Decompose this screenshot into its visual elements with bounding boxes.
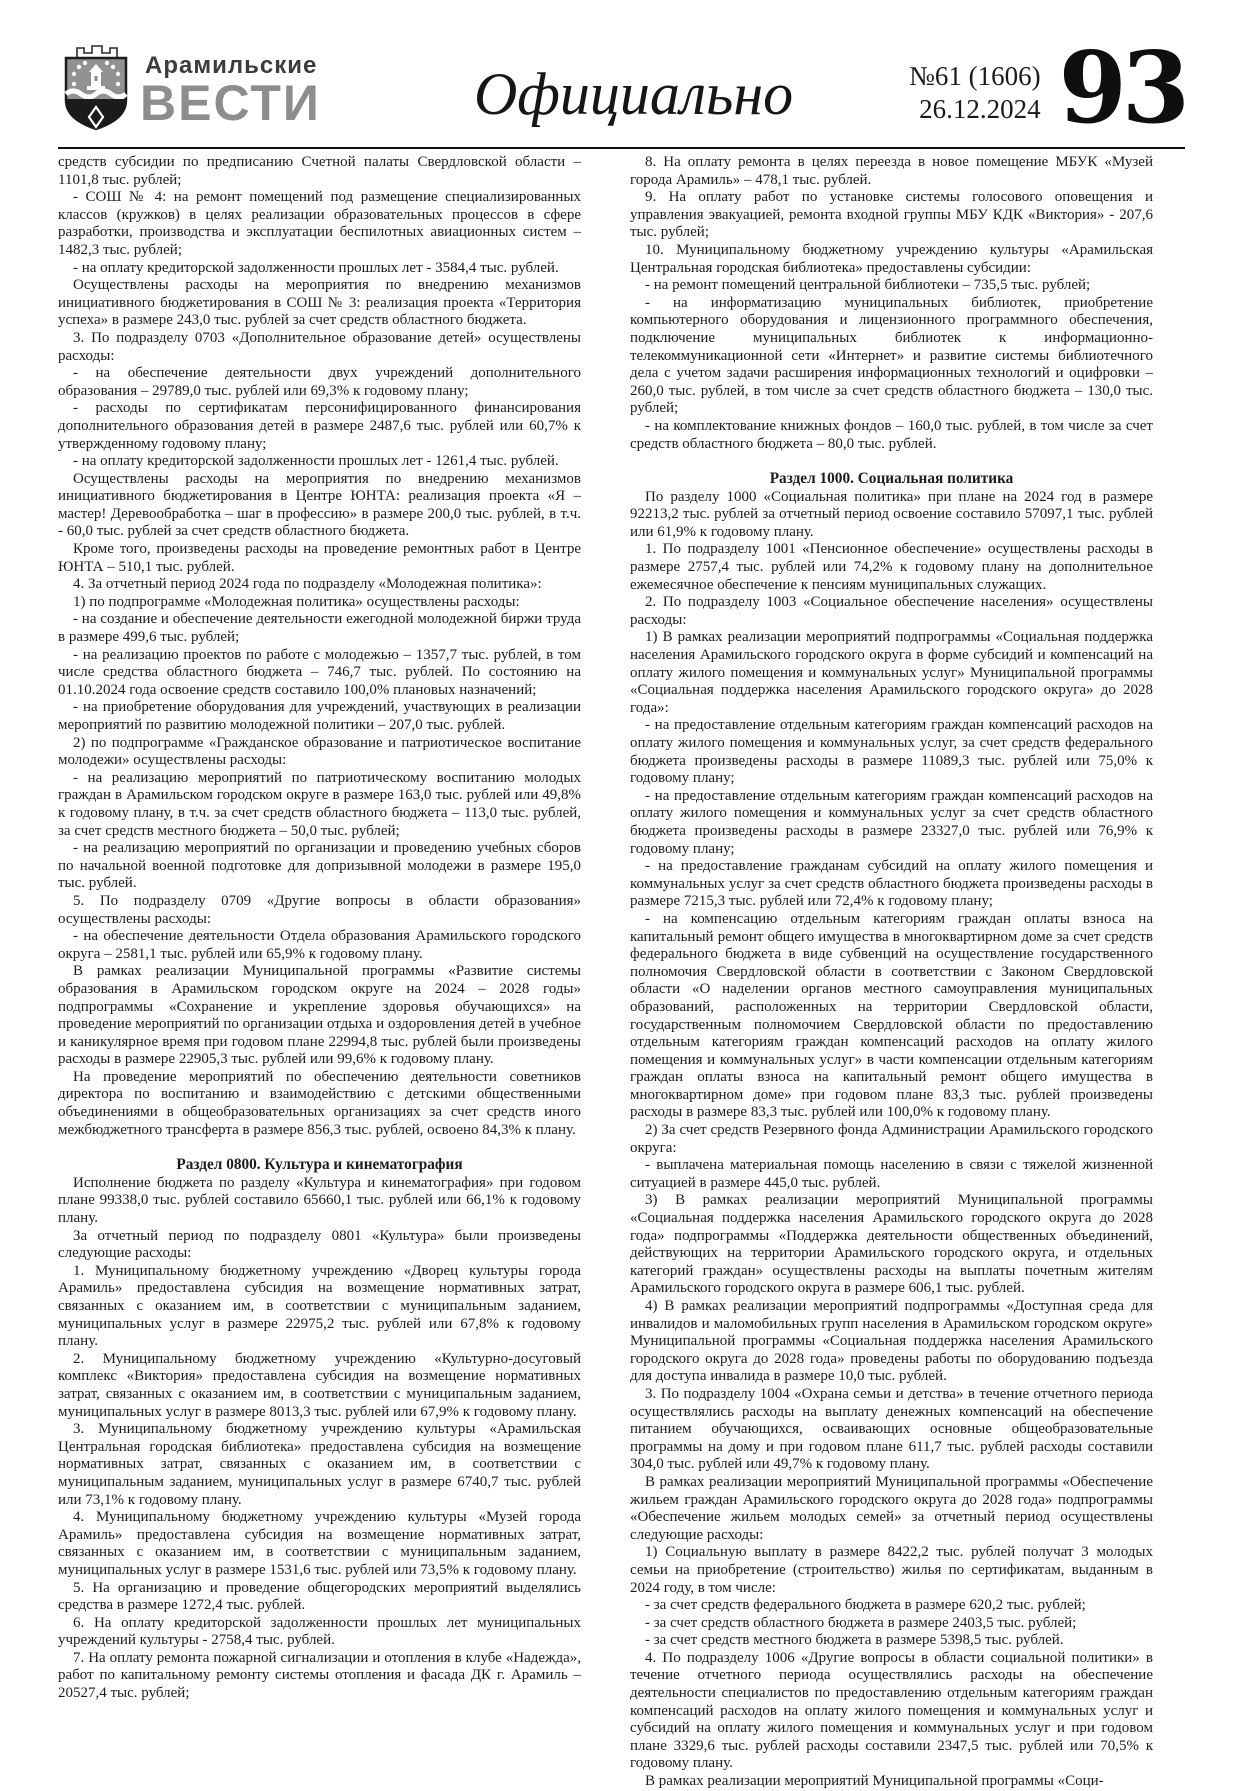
paragraph: 1. Муниципальному бюджетному учреждению «Дворец культуры города Арамиль» предоставлена субсидия на возмещение нормативных затрат, связанных с оказанием им, в соответствии с муниципальным заданием, муниципальных услуг в размере 22975,2 тыс. рублей или 67,8% к годовому плану. bbox=[58, 1262, 581, 1350]
header-divider bbox=[58, 147, 1185, 149]
paragraph: 8. На оплату ремонта в целях переезда в новое помещение МБУК «Музей города Арамиль» – 478,1 тыс. рублей. bbox=[630, 154, 1153, 188]
paragraph: Осуществлены расходы на мероприятия по внедрению механизмов инициативного бюджетирования в Центре ЮНТА: реализация проекта «Я – мастер! Деревообработка – шаг в профессию» в размере 200,0 тыс. рублей, в т.ч. - 60,0 тыс. рублей за счет средств областного бюджета. bbox=[58, 470, 581, 540]
paragraph: 4. За отчетный период 2024 года по подразделу «Молодежная политика»: bbox=[73, 576, 542, 593]
paragraph: - СОШ № 4: на ремонт помещений под размещение специализированных классов (кружков) в целях реализации образовательных процессов в сфере разработки, производства и эксплуатации беспилотных авиационных систем – 1482,3 тыс. рублей; bbox=[58, 189, 581, 258]
paragraph: На проведение мероприятий по обеспечению деятельности советников директора по воспитанию и взаимодействию с детскими общественными объединениями в общеобразовательных организациях за счет средств иного межбюджетного трансферта в размере 856,3 тыс. рублей, освоено 84,3% к плану. bbox=[58, 1068, 581, 1138]
paragraph: По разделу 1000 «Социальная политика» при плане на 2024 год в размере 92213,2 тыс. рублей за отчетный период освоение составило 57097,1 тыс. рублей или 61,9% к годовому плану. bbox=[630, 488, 1153, 540]
paragraph: - расходы по сертификатам персонифицированного финансирования дополнительного образования детей в размере 2487,6 тыс. рублей или 60,7% к утвержденному годовому плану; bbox=[58, 400, 581, 452]
masthead-line1: Арамильские bbox=[145, 52, 318, 79]
paragraph: Исполнение бюджета по разделу «Культура и кинематография» при годовом плане 99338,0 тыс. рублей составило 65660,1 тыс. рублей или 66,1% к годовому плану. bbox=[58, 1174, 581, 1227]
paragraph: - на предоставление отдельным категориям граждан компенсаций расходов на оплату жилого помещения и коммунальных услуг за счет средств областного бюджета произведены расходы в размере 23327,0 тыс. рублей или 76,9% к годовому плану; bbox=[630, 787, 1153, 857]
paragraph: - выплачена материальная помощь населению в связи с тяжелой жизненной ситуацией в размере 445,0 тыс. рублей. bbox=[630, 1157, 1153, 1191]
paragraph: 2. Муниципальному бюджетному учреждению «Культурно-досуговый комплекс «Виктория» предоставлена субсидия на возмещение нормативных затрат, связанных с оказанием им, в соответствии с муниципальным заданием, муниципальных услуг в размере 8013,3 тыс. рублей или 67,9% к годовому плану. bbox=[58, 1350, 581, 1420]
paragraph: - на компенсацию отдельным категориям граждан оплаты взноса на капитальный ремонт общего имущества в многоквартирном доме за счет средств федерального бюджета в виде субвенций на осуществление государственного полномочия Свердловской области в соответствии с Законом Свердловской области «О наделении органов местного самоуправления муниципальных образований, расположенных на территории Свердловской области, государственным полномочием Свердловской области по предоставлению отдельным категориям граждан компенсаций расходов на оплату жилого помещения и коммунальных услуг» в части компенсации отдельным категориям граждан оплаты взноса на капитальный ремонт общего имущества в многоквартирном доме» при годовом плане 83,3 тыс. рублей произведены расходы в размере 83,3 тыс. рублей или 100,0% к годовому плану. bbox=[630, 910, 1153, 1121]
paragraph: 3. По подразделу 0703 «Дополнительное образование детей» осуществлены расходы: bbox=[58, 329, 581, 364]
paragraph: - на предоставление отдельным категориям граждан компенсаций расходов на оплату жилого помещения и коммунальных услуг, за счет средств федерального бюджета произведены расходы в размере 11089,3 тыс. рублей или 75,0% к годовому плану; bbox=[630, 717, 1153, 787]
paragraph: За отчетный период по подразделу 0801 «Культура» были произведены следующие расходы: bbox=[58, 1227, 581, 1262]
section-heading: Раздел 1000. Социальная политика bbox=[769, 470, 1014, 488]
page-header bbox=[58, 31, 1185, 146]
paragraph: 9. На оплату работ по установке системы голосового оповещения и управления эвакуацией, ремонта входной группы МБУ КДК «Виктория» - 207,6 тыс. рублей; bbox=[630, 189, 1153, 241]
issue-number: №61 (1606) bbox=[909, 61, 1041, 91]
paragraph: 5. На организацию и проведение общегородских мероприятий выделялись средства в размере 1272,4 тыс. рублей. bbox=[58, 1579, 581, 1614]
paragraph: 3. По подразделу 1004 «Охрана семьи и детства» в течение отчетного периода осуществлялись расходы на выплату денежных компенсаций на обеспечение питанием обучающихся, осваивающих основные общеобразовательные программы на дому и при годовом плане 611,7 тыс. рублей расходы составили 304,0 тыс. рублей или 49,7% к годовому плану. bbox=[630, 1385, 1153, 1473]
paragraph: - за счет средств областного бюджета в размере 2403,5 тыс. рублей; bbox=[645, 1614, 1077, 1631]
coat-of-arms-logo bbox=[58, 42, 134, 139]
paragraph: - на реализацию мероприятий по организации и проведению учебных сборов по начальной военной подготовке для допризывной молодежи в размере 195,0 тыс. рублей. bbox=[58, 840, 581, 892]
paragraph: Кроме того, произведены расходы на проведение ремонтных работ в Центре ЮНТА – 510,1 тыс. рублей. bbox=[58, 541, 581, 575]
paragraph: В рамках реализации мероприятий Муниципальной программы «Обеспечение жильем граждан Арамильского городского округа до 2028 года» подпрограммы «Обеспечение жильем молодых семей» за отчетный период осуществлены следующие расходы: bbox=[630, 1473, 1153, 1543]
paragraph: В рамках реализации мероприятий Муниципальной программы «Соци- bbox=[645, 1773, 1104, 1790]
paragraph: 7. На оплату ремонта пожарной сигнализации и отопления в клубе «Надежда», работ по капитальному ремонту системы отопления и фасада ДК г. Арамиль – 20527,4 тыс. рублей; bbox=[58, 1649, 581, 1702]
paragraph: 6. На оплату кредиторской задолженности прошлых лет муниципальных учреждений культуры - 2758,4 тыс. рублей. bbox=[58, 1614, 581, 1649]
paragraph: - на предоставление гражданам субсидий на оплату жилого помещения и коммунальных услуг за счет средств областного бюджета произведены расходы в размере 7215,3 тыс. рублей или 72,4% к годовому плану; bbox=[630, 858, 1153, 910]
paragraph: 5. По подразделу 0709 «Другие вопросы в области образования» осуществлены расходы: bbox=[58, 892, 581, 927]
paragraph: - на создание и обеспечение деятельности ежегодной молодежной биржи труда в размере 499,6 тыс. рублей; bbox=[58, 611, 581, 646]
paragraph: - на реализацию проектов по работе с молодежью – 1357,7 тыс. рублей, в том числе средства областного бюджета – 746,7 тыс. рублей. По состоянию на 01.10.2024 года освоение средств составило 100,0% плановых назначений; bbox=[58, 646, 581, 698]
paragraph: 1) В рамках реализации мероприятий подпрограммы «Социальная поддержка населения Арамильского городского округа в форме субсидий и компенсаций на оплату жилого помещения и коммунальных услуг» Муниципальной программы «Социальная поддержка населения Арамильского городского округа» до 2028 года»: bbox=[630, 629, 1153, 716]
section-heading: Раздел 0800. Культура и кинематография bbox=[176, 1156, 463, 1174]
masthead bbox=[58, 40, 358, 139]
paragraph: - на информатизацию муниципальных библиотек, приобретение компьютерного оборудования и лицензионного программного обеспечения, подключение муниципальных библиотек к информационно-телекоммуникационной сети «Интернет» и развитие системы библиотечного дела с учетом задачи расширения информационных технологий и оцифровки – 260,0 тыс. рублей, в том числе за счет средств областного бюджета – 130,0 тыс. рублей; bbox=[630, 294, 1153, 417]
paragraph: - на ремонт помещений центральной библиотеки – 735,5 тыс. рублей; bbox=[645, 277, 1091, 294]
paragraph: 10. Муниципальному бюджетному учреждению культуры «Арамильская Центральная городская библиотека» предоставлены субсидии: bbox=[630, 241, 1153, 276]
paragraph: 4. Муниципальному бюджетному учреждению культуры «Музей города Арамиль» предоставлена субсидия на возмещение нормативных затрат, связанных с оказанием им, в соответствии с муниципальным заданием, муниципальных услуг в размере 1531,6 тыс. рублей или 73,5% к годовому плану. bbox=[58, 1509, 581, 1578]
paragraph: 1) Социальную выплату в размере 8422,2 тыс. рублей получат 3 молодых семьи на приобретение (строительство) жилья по сертификатам, выданным в 2024 году, в том числе: bbox=[630, 1544, 1153, 1596]
paragraph: 4) В рамках реализации мероприятий подпрограммы «Доступная среда для инвалидов и маломобильных групп населения в Арамильском городском округе» Муниципальной программы «Социальная поддержка населения Арамильского городского округа до 2028 года» проведены работы по оборудованию подъезда для доступа инвалида в размере 10,0 тыс. рублей. bbox=[630, 1298, 1153, 1385]
article-body bbox=[58, 154, 1185, 1791]
paragraph: 2. По подразделу 1003 «Социальное обеспечение населения» осуществлены расходы: bbox=[630, 594, 1153, 628]
paragraph: 1. По подразделу 1001 «Пенсионное обеспечение» осуществлены расходы в размере 2757,4 тыс. рублей или 74,2% к годовому плану на дополнительное ежемесячное обеспечение к пенсиям муниципальных служащих. bbox=[630, 541, 1153, 593]
paragraph: - за счет средств федерального бюджета в размере 620,2 тыс. рублей; bbox=[645, 1597, 1086, 1614]
paragraph: Осуществлены расходы на мероприятия по внедрению механизмов инициативного бюджетирования в СОШ № 3: реализация проекта «Территория успеха» в размере 243,0 тыс. рублей за счет средств областного бюджета. bbox=[58, 277, 581, 329]
left-column bbox=[58, 154, 581, 1791]
page-number: 93 bbox=[1058, 31, 1185, 146]
paragraph: 2) по подпрограмме «Гражданское образование и патриотическое воспитание молодежи» осуществлены расходы: bbox=[58, 734, 581, 769]
paragraph: 2) За счет средств Резервного фонда Администрации Арамильского городского округа: bbox=[630, 1122, 1153, 1156]
paragraph: - на оплату кредиторской задолженности прошлых лет - 3584,4 тыс. рублей. bbox=[73, 259, 559, 276]
masthead-title bbox=[140, 52, 321, 131]
paragraph: - на реализацию мероприятий по патриотическому воспитанию молодых граждан в Арамильском городском округе в размере 163,0 тыс. рублей или 49,8% к годовому плану, в т.ч. за счет средств областного бюджета – 113,0 тыс. рублей, за счет средств местного бюджета – 50,0 тыс. рублей; bbox=[58, 769, 581, 839]
paragraph: - на обеспечение деятельности двух учреждений дополнительного образования – 29789,0 тыс. рублей или 69,3% к годовому плану; bbox=[58, 365, 581, 399]
paragraph: - на комплектование книжных фондов – 160,0 тыс. рублей, в том числе за счет средств областного бюджета – 80,0 тыс. рублей. bbox=[630, 417, 1153, 452]
paragraph: 3) В рамках реализации мероприятий Муниципальной программы «Социальная поддержка населения Арамильского городского округа до 2028 года» подпрограммы «Поддержка деятельности общественных объединений, действующих на территории Арамильского городского округа, и отдельных категорий граждан» осуществлены расходы на выплаты почетным жителям Арамильского городского округа в размере 606,1 тыс. рублей. bbox=[630, 1192, 1153, 1297]
paragraph: 3. Муниципальному бюджетному учреждению культуры «Арамильская Центральная городская библиотека» предоставлена субсидия на возмещение нормативных затрат, связанных с оказанием им, в соответствии с муниципальным заданием, муниципальных услуг в размере 6740,7 тыс. рублей или 73,1% к годовому плану. bbox=[58, 1421, 581, 1508]
paragraph: средств субсидии по предписанию Счетной палаты Свердловской области – 1101,8 тыс. рублей; bbox=[58, 154, 581, 188]
issue-block bbox=[909, 60, 1041, 127]
paragraph: 4. По подразделу 1006 «Другие вопросы в области социальной политики» в течение отчетного периода осуществлялись расходы на обеспечение деятельности специалистов по предоставлению отдельным категориям граждан компенсаций расходов на оплату жилого помещения и коммунальных услуг и субсидий на оплату жилого помещения и коммунальных услуг и при годовом плане 3329,6 тыс. рублей расходы составили 2347,5 тыс. рублей или 70,5% к годовому плану. bbox=[630, 1649, 1153, 1772]
issue-date: 26.12.2024 bbox=[919, 94, 1041, 125]
section-title: Официально bbox=[473, 61, 794, 127]
paragraph: 1) по подпрограмме «Молодежная политика» осуществлены расходы: bbox=[73, 593, 520, 610]
paragraph: - на обеспечение деятельности Отдела образования Арамильского городского округа – 2581,1 тыс. рублей или 65,9% к годовому плану. bbox=[58, 928, 581, 962]
paragraph: - на оплату кредиторской задолженности прошлых лет - 1261,4 тыс. рублей. bbox=[73, 453, 559, 470]
paragraph: В рамках реализации Муниципальной программы «Развитие системы образования в Арамильском городском округе на 2024 – 2028 годы» подпрограммы «Сохранение и укрепление здоровья обучающихся» на проведение мероприятий по организации отдыха и оздоровления детей в учебное и каникулярное время при годовом плане 22994,8 тыс. рублей были произведены расходы в размере 22905,3 тыс. рублей или 99,6% к годовому плану. bbox=[58, 963, 581, 1068]
paragraph: - за счет средств местного бюджета в размере 5398,5 тыс. рублей. bbox=[645, 1632, 1064, 1649]
right-column bbox=[630, 154, 1153, 1791]
paragraph: - на приобретение оборудования для учреждений, участвующих в реализации мероприятий по развитию молодежной политики – 207,0 тыс. рублей. bbox=[58, 699, 581, 733]
masthead-line2: ВЕСТИ bbox=[140, 75, 321, 131]
